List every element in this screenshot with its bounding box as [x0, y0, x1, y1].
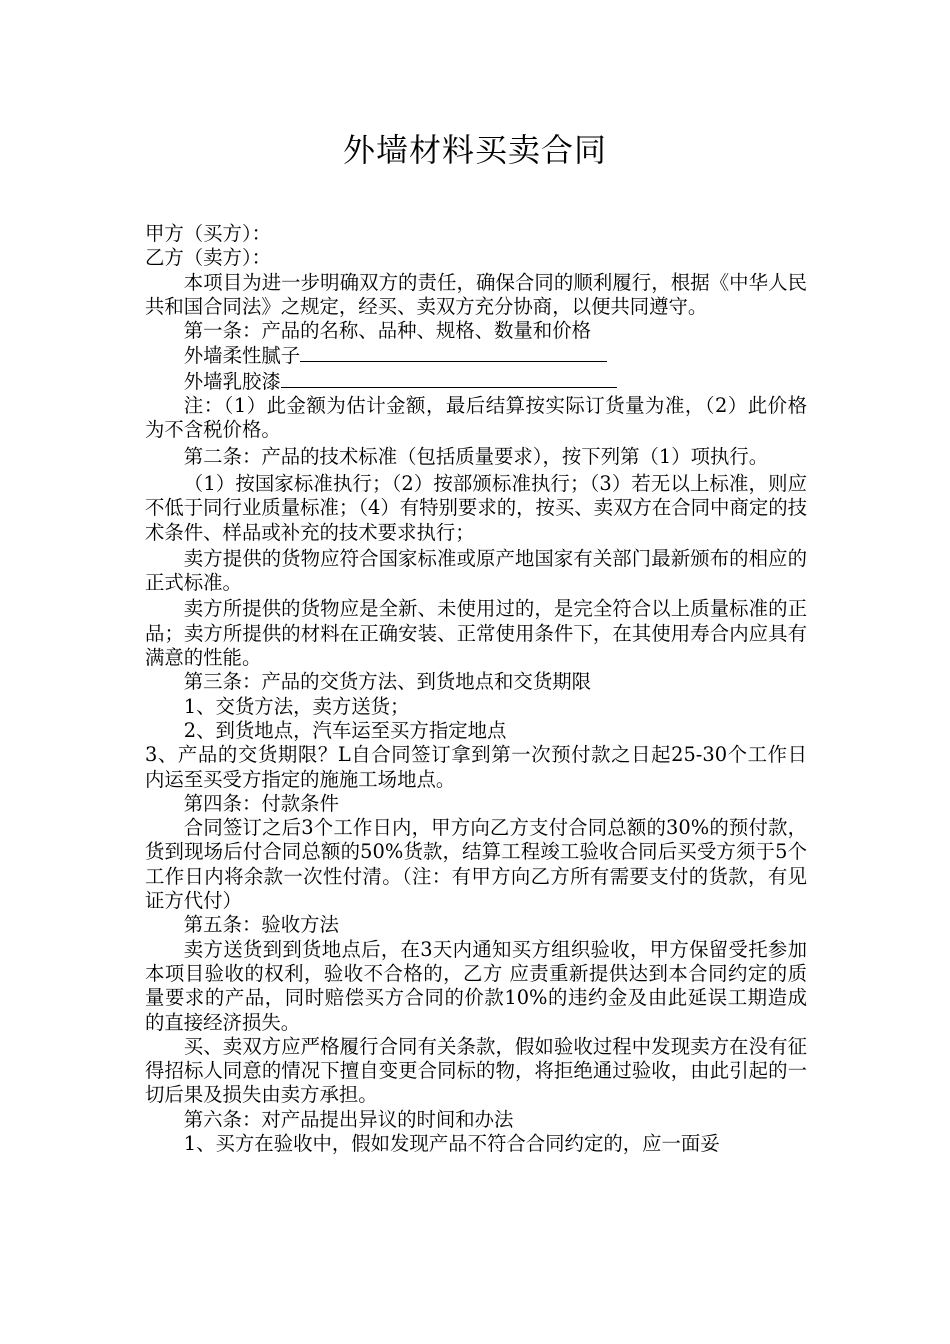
product-name-paint: 外墙乳胶漆	[183, 369, 281, 393]
party-b-line: 乙方（卖方）：	[145, 246, 272, 270]
article-5-heading: 第五条：验收方法	[183, 913, 339, 937]
article-6-objection: 1、买方在验收中，假如发现产品不符合合同约定的，应一面妥	[183, 1131, 720, 1155]
article-3-delivery-place: 2、到货地点，汽车运至买方指定地点	[183, 718, 507, 742]
contract-body	[145, 222, 807, 1156]
article-1-heading: 第一条：产品的名称、品种、规格、数量和价格	[183, 319, 591, 343]
article-5-obligations: 买、卖双方应严格履行合同有关条款，假如验收过程中发现卖方在没有征得招标人同意的情况下擅自变更合同标的物，将拒绝通过验收，由此引起的一切后果及损失由卖方承担。	[145, 1034, 807, 1107]
article-2-heading: 第二条：产品的技术标准（包括质量要求），按下列第（1）项执行。	[183, 444, 769, 468]
article-2-quality: 卖方所提供的货物应是全新、未使用过的，是完全符合以上质量标准的正品；卖方所提供的材料在正确安装、正常使用条件下，在其使用寿合内应具有满意的性能。	[145, 597, 807, 670]
product-name-putty: 外墙柔性腻子	[183, 344, 301, 368]
article-2-national-standard: 卖方提供的货物应符合国家标准或原产地国家有关部门最新颁布的相应的正式标准。	[145, 546, 807, 595]
article-2-standards: （1）按国家标准执行；（2）按部颁标准执行；（3）若无以上标准，则应不低于同行业质量标准；（4）有特别要求的，按买、卖双方在合同中商定的技术条件、样品或补充的技术要求执行；	[145, 471, 807, 544]
article-4-heading: 第四条：付款条件	[183, 791, 339, 815]
putty-blank-line	[300, 343, 607, 362]
article-3-delivery-method: 1、交货方法，卖方送货；	[183, 694, 410, 718]
article-1-note: 注：（1）此金额为估计金额，最后结算按实际订货量为准，（2）此价格为不含税价格。	[145, 394, 807, 442]
article-4-payment: 合同签订之后3个工作日内，甲方向乙方支付合同总额的30%的预付款，货到现场后付合同总额的50%货款，结算工程竣工验收合同后买受方须于5个工作日内将余款一次性付清。（注：有甲方向乙方所有需要支付的货款，有见证方代付）	[145, 816, 807, 913]
intro-paragraph: 本项目为进一步明确双方的责任，确保合同的顺利履行，根据《中华人民共和国合同法》之规定，经买、卖双方充分协商，以便共同遵守。	[145, 270, 807, 318]
article-6-heading: 第六条：对产品提出异议的时间和办法	[183, 1107, 514, 1131]
article-3-delivery-period: 3、产品的交货期限？L自合同签订拿到第一次预付款之日起25-30个工作日内运至买受方指定的施施工场地点。	[145, 743, 807, 791]
paint-blank-line	[281, 369, 617, 388]
article-5-acceptance: 卖方送货到到货地点后，在3天内通知买方组织验收，甲方保留受托参加本项目验收的权利，验收不合格的，乙方 应责重新提供达到本合同约定的质量要求的产品，同时赔偿买方合同的价款10%的违约金及由此延误工期造成的直接经济损失。	[145, 937, 807, 1034]
product-line-paint	[145, 369, 807, 394]
product-line-putty	[145, 343, 807, 368]
party-a-line: 甲方（买方）：	[145, 222, 272, 245]
document-title: 外墙材料买卖合同	[342, 131, 607, 169]
article-3-heading: 第三条：产品的交货方法、到货地点和交货期限	[183, 670, 591, 694]
